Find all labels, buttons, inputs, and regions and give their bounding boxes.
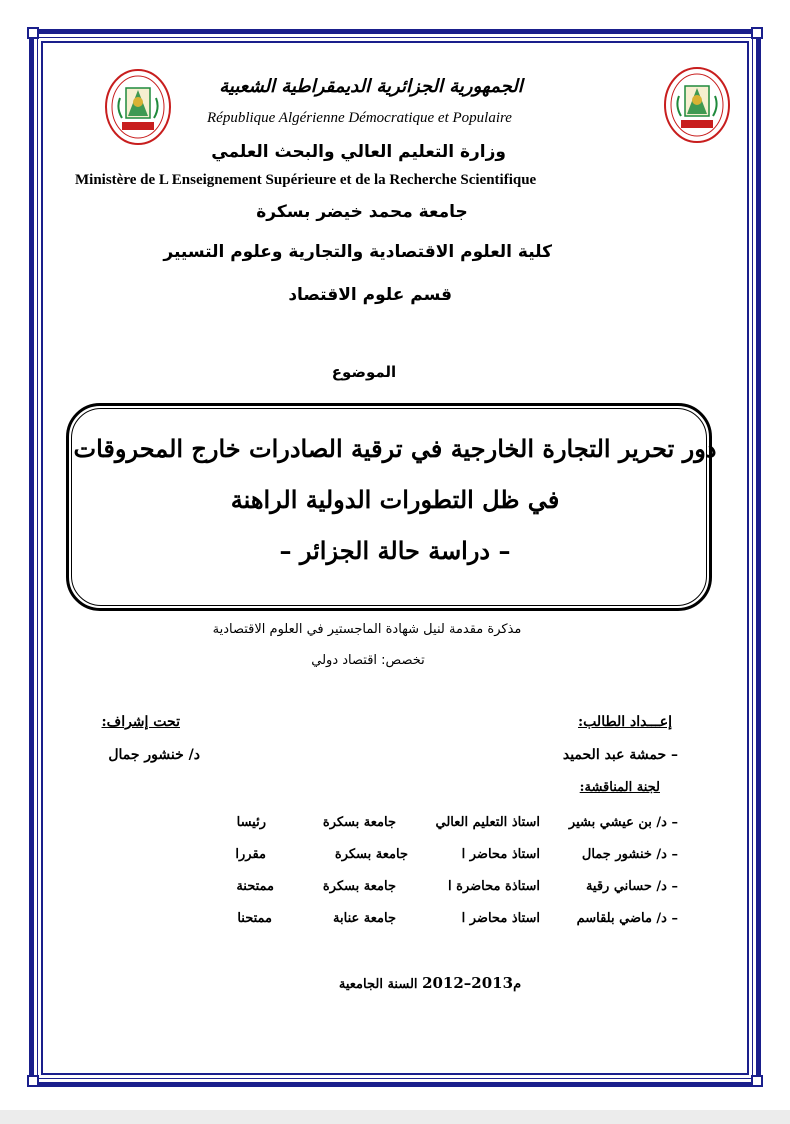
academic-year-value: 2012–2013 [422, 974, 514, 992]
committee-member-rank: استاذ محاضر ا [461, 847, 540, 862]
subject-title-line3: – دراسة حالة الجزائر – [279, 536, 511, 565]
committee-member-role: رئيسا [236, 815, 266, 830]
faculty-name: كلية العلوم الاقتصادية والتجارية وعلوم التسيير [163, 242, 552, 262]
thesis-specialty: تخصص: اقتصاد دولي [311, 653, 425, 668]
corner-ornament-tl [27, 27, 39, 39]
university-name: جامعة محمد خيضر بسكرة [256, 202, 468, 222]
ministry-title-fr: Ministère de L Enseignement Supérieure et de la Recherche Scientifique [75, 172, 537, 188]
republic-title-fr: République Algérienne Démocratique et Populaire [207, 110, 512, 126]
supervision-label: تحت إشراف: [101, 714, 180, 730]
committee-member-name: – د/ بن عيشي بشير [568, 815, 678, 830]
committee-member-rank: استاذ التعليم العالي [435, 815, 540, 830]
corner-ornament-br [751, 1075, 763, 1087]
committee-label: لجنة المناقشة: [579, 780, 660, 795]
university-seal-right-icon [663, 66, 731, 144]
page-bottom-strip [0, 1110, 790, 1124]
committee-member-university: جامعة عنابة [333, 911, 396, 926]
committee-member-rank: استاذ محاضر ا [461, 911, 540, 926]
department-name: قسم علوم الاقتصاد [288, 285, 452, 305]
committee-member-university: جامعة بسكرة [334, 847, 408, 862]
corner-ornament-tr [751, 27, 763, 39]
committee-member-university: جامعة بسكرة [322, 815, 396, 830]
committee-member-role: مقررا [235, 847, 266, 862]
corner-ornament-bl [27, 1075, 39, 1087]
subject-label: الموضوع [331, 363, 397, 381]
subject-title-line1: دور تحرير التجارة الخارجية في ترقية الصادرات خارج المحروقات [73, 434, 717, 463]
committee-member-name: – د/ خنشور جمال [581, 847, 678, 862]
ministry-title-ar: وزارة التعليم العالي والبحث العلمي [211, 142, 506, 162]
supervisor-name: د/ خنشور جمال [108, 747, 200, 763]
academic-year-label: السنة الجامعية [338, 977, 418, 992]
academic-year-line [334, 974, 526, 992]
committee-member-role: ممتحنة [236, 879, 274, 894]
committee-member-university: جامعة بسكرة [322, 879, 396, 894]
university-seal-left-icon [104, 68, 172, 146]
committee-member-name: – د/ حساني رقية [585, 879, 678, 894]
committee-member-role: ممتحنا [237, 911, 272, 926]
prepared-by-label: إعـــداد الطالب: [578, 714, 672, 730]
student-name: – حمشة عبد الحميد [562, 747, 678, 763]
subject-title-line2: في ظل التطورات الدولية الراهنة [230, 485, 560, 514]
committee-member-name: – د/ ماضي بلقاسم [576, 911, 678, 926]
committee-member-rank: استاذة محاضرة ا [448, 879, 540, 894]
republic-title-ar: الجمهورية الجزائرية الديمقراطية الشعبية [219, 76, 523, 97]
thesis-description: مذكرة مقدمة لنيل شهادة الماجستير في العلوم الاقتصادية [212, 622, 522, 637]
academic-year-suffix: م [513, 977, 522, 992]
